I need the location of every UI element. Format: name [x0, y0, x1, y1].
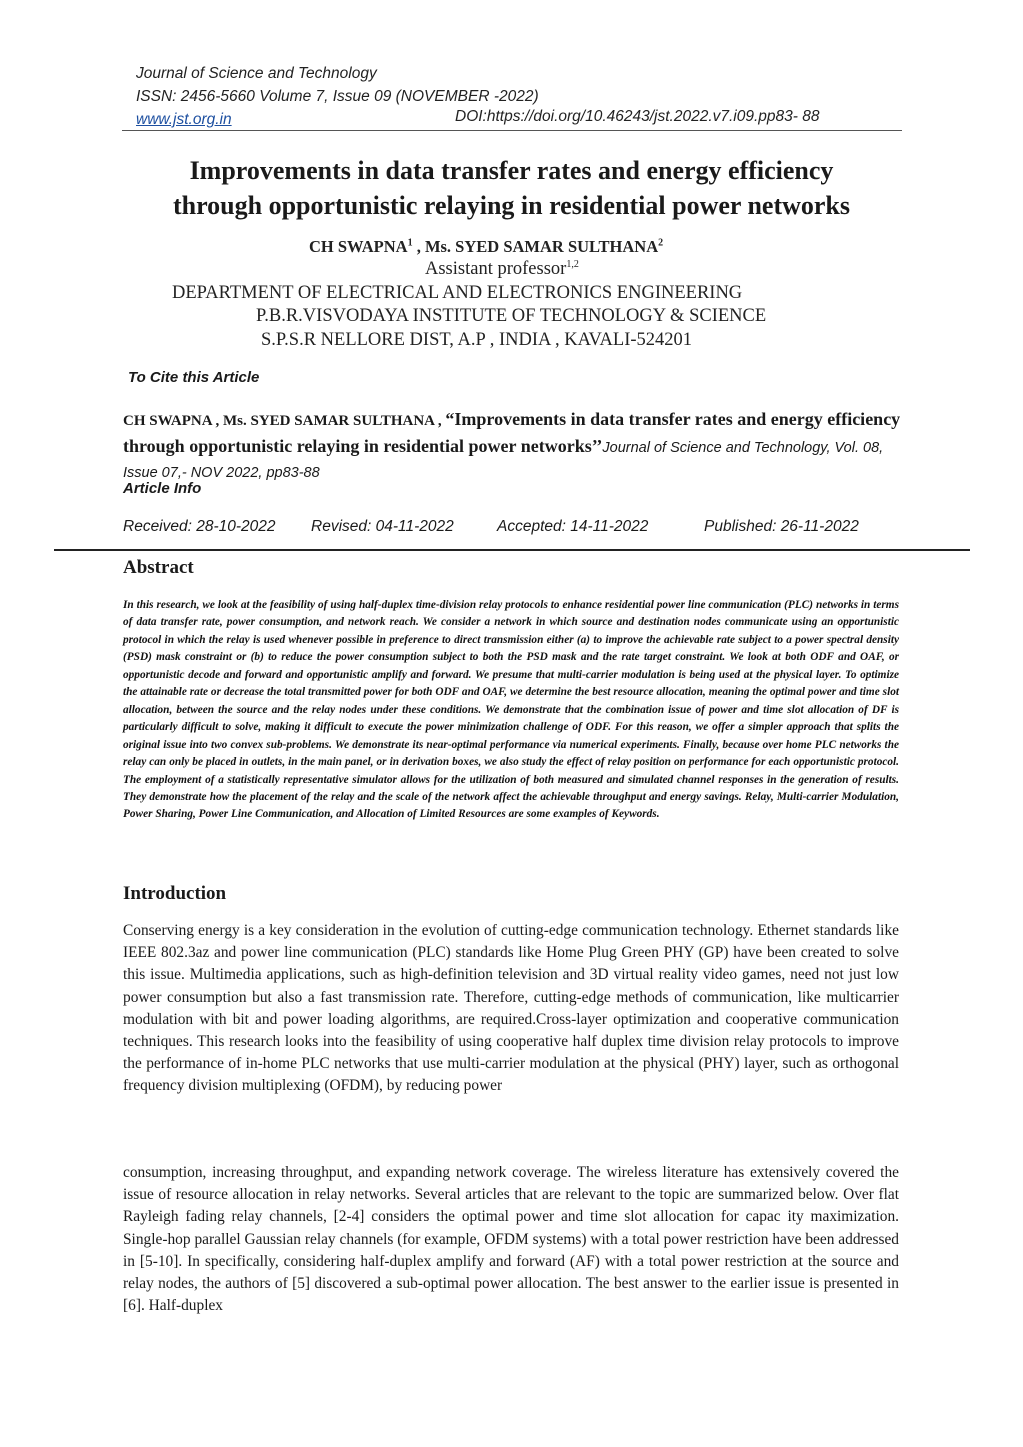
accepted-date: Accepted: 14-11-2022 — [497, 518, 649, 535]
introduction-heading: Introduction — [123, 883, 227, 904]
section-divider — [54, 549, 970, 551]
cite-heading: To Cite this Article — [128, 369, 260, 386]
position-affil: 1,2 — [566, 258, 579, 270]
author-1: CH SWAPNA — [309, 237, 408, 256]
journal-name: Journal of Science and Technology — [136, 65, 377, 82]
location: S.P.S.R NELLORE DIST, A.P , INDIA , KAVALI-524201 — [261, 330, 693, 350]
revised-date: Revised: 04-11-2022 — [311, 518, 454, 535]
citation-title: “Improvements in data transfer rates and energy efficiency through opportunistic relaying in residential power networks’’ — [123, 409, 901, 456]
abstract-heading: Abstract — [123, 557, 194, 578]
article-info-heading: Article Info — [123, 480, 202, 497]
paper-title — [60, 153, 963, 223]
header-divider — [122, 130, 902, 131]
issn-line: ISSN: 2456-5660 Volume 7, Issue 09 (NOVEMBER -2022) — [136, 88, 539, 105]
author-1-affil: 1 — [407, 237, 413, 249]
title-line-1: Improvements in data transfer rates and energy efficiency — [189, 156, 834, 185]
author-2: , Ms. SYED SAMAR SULTHANA — [412, 237, 659, 256]
citation-journal: Journal of Science and Technology, Vol. 08, Issue 07,- NOV 2022, pp83-88 — [123, 440, 884, 481]
received-date: Received: 28-10-2022 — [123, 518, 276, 535]
title-line-2: through opportunistic relaying in residential power networks — [172, 191, 851, 220]
author-list — [309, 237, 663, 257]
citation-authors: CH SWAPNA , Ms. SYED SAMAR SULTHANA , — [123, 413, 446, 429]
department: DEPARTMENT OF ELECTRICAL AND ELECTRONICS ENGINEERING — [172, 283, 743, 303]
intro-paragraph-1: Conserving energy is a key consideration in the evolution of cutting-edge communication technology. Ethernet standards like IEEE 802.3az and power line communication (PLC) standards like Home Plug Green PHY (GP) have been created to solve this issue. Multimedia applications, such as high-definition television and 3D virtual reality video games, need not just low power consumption but also a fast transmission rate. Therefore, cutting-edge methods of communication, like multicarrier modulation with bit and power loading algorithms, are required.Cross-layer optimization and cooperative communication techniques. This research looks into the feasibility of using cooperative half duplex time division relay protocols to improve the performance of in-home PLC networks that use multi-carrier modulation at the physical (PHY) layer, such as orthogonal frequency division multiplexing (OFDM), by reducing power — [123, 922, 899, 1095]
citation-block — [123, 407, 903, 486]
institute: P.B.R.VISVODAYA INSTITUTE OF TECHNOLOGY & SCIENCE — [256, 306, 767, 326]
abstract-text: In this research, we look at the feasibility of using half-duplex time-division relay protocols to enhance residential power line communication (PLC) networks in terms of data transfer rate, power consumption, and network reach. We consider a network in which source and destination nodes communicate using an opportunistic protocol in which the relay is used whenever possible in preference to direct transmission either (a) to improve the achievable rate subject to a power spectral density (PSD) mask constraint or (b) to reduce the power consumption subject to both the PSD mask and the rate target constraint. We look at both ODF and OAF, or opportunistic decode and forward and opportunistic amplify and forward. We presume that multi-carrier modulation is being used at the physical layer. To optimize the attainable rate or decrease the total transmitted power for both ODF and OAF, we determine the best resource allocation, meaning the optimal power and time slot allocation, between the source and the relay nodes under these conditions. We demonstrate that the combination issue of power and time slot allocation of DF is particularly difficult to solve, making it difficult to execute the power minimization challenge of ODF. For this reason, we offer a simpler approach that splits the original issue into two convex sub-problems. We demonstrate its near-optimal performance via numerical experiments. Finally, because over home PLC networks the relay can only be placed in outlets, in the main panel, or in derivation boxes, we also study the effect of relay position on performance for each opportunistic protocol. The employment of a statistically representative simulator allows for the utilization of both measured and simulated channel responses in the generation of results. They demonstrate how the placement of the relay and the scale of the network affect the achievable throughput and energy savings. Relay, Multi-carrier Modulation, Power Sharing, Power Line Communication, and Allocation of Limited Resources are some examples of Keywords. — [123, 599, 899, 821]
intro-paragraph-2: consumption, increasing throughput, and expanding network coverage. The wireless literature has extensively covered the issue of resource allocation in relay networks. Several articles that are relevant to the topic are summarized below. Over flat Rayleigh fading relay channels, [2-4] considers the optimal power and time slot allocation for capac ity maximization. Single-hop parallel Gaussian relay channels (for example, OFDM systems) with a total power restriction have been addressed in [5-10]. In specifically, considering half-duplex amplify and forward (AF) with a total power restriction at the source and relay nodes, the authors of [5] discovered a sub-optimal power allocation. The best answer to the earlier issue is presented in [6]. Half-duplex — [123, 1164, 899, 1315]
author-position: Assistant professor$^{1,2}$ — [425, 258, 579, 279]
published-date: Published: 26-11-2022 — [704, 518, 859, 535]
doi-link[interactable]: DOI:https://doi.org/10.46243/jst.2022.v7.i09.pp83- 88 — [455, 108, 820, 125]
website-link[interactable]: www.jst.org.in — [136, 111, 232, 128]
author-2-affil: 2 — [658, 237, 664, 249]
